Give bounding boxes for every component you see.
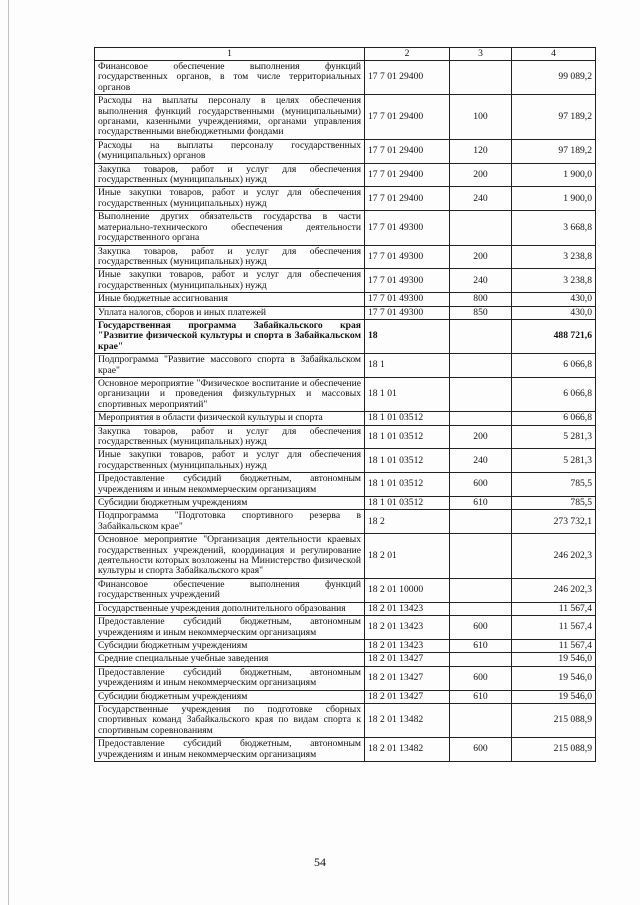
row-vr-cell [450,319,512,353]
row-vr-cell: 240 [450,449,512,473]
row-vr-cell: 200 [450,245,512,269]
row-sum-cell: 5 281,3 [512,425,596,449]
row-sum-cell: 6 066,8 [512,377,596,411]
row-code-cell: 17 7 01 49300 [365,293,450,306]
row-code-cell: 17 7 01 49300 [365,269,450,293]
row-sum-cell: 11 567,4 [512,639,596,652]
table-row [95,473,596,497]
row-vr-cell: 610 [450,639,512,652]
row-code-cell: 18 2 01 13423 [365,616,450,640]
row-vr-cell: 600 [450,738,512,762]
row-vr-cell: 100 [450,95,512,140]
row-code-cell: 17 7 01 29400 [365,163,450,187]
row-sum-cell: 6 066,8 [512,354,596,378]
table-body [95,61,596,762]
row-name-cell: Средние специальные учебные заведения [95,653,365,666]
table-row [95,269,596,293]
row-code-cell: 18 2 01 13423 [365,639,450,652]
row-vr-cell: 600 [450,666,512,690]
row-code-cell: 18 2 01 13427 [365,690,450,703]
row-code-cell: 18 1 01 03512 [365,425,450,449]
table-row [95,534,596,579]
row-name-cell: Предоставление субсидий бюджетным, автономным учреждениям и иным некоммерческим организациям [95,738,365,762]
row-vr-cell [450,534,512,579]
table-row [95,61,596,95]
row-code-cell: 18 1 [365,354,450,378]
table-row [95,653,596,666]
row-vr-cell [450,354,512,378]
row-name-cell: Иные бюджетные ассигнования [95,293,365,306]
row-vr-cell: 240 [450,187,512,211]
budget-table [94,47,596,762]
row-name-cell: Закупка товаров, работ и услуг для обеспечения государственных (муниципальных) нужд [95,163,365,187]
row-code-cell: 18 2 01 13423 [365,602,450,615]
table-header-row [95,48,596,61]
row-sum-cell: 246 202,3 [512,578,596,602]
row-code-cell: 18 2 01 [365,534,450,579]
row-sum-cell: 99 089,2 [512,61,596,95]
row-vr-cell [450,412,512,425]
table-row [95,616,596,640]
row-name-cell: Иные закупки товаров, работ и услуг для обеспечения государственных (муниципальных) нужд [95,449,365,473]
row-sum-cell: 19 546,0 [512,690,596,703]
row-code-cell: 18 [365,319,450,353]
row-vr-cell [450,703,512,737]
row-sum-cell: 11 567,4 [512,616,596,640]
row-name-cell: Государственные учреждения по подготовке сборных спортивных команд Забайкальского края по видам спорта к спортивным соревнованиям [95,703,365,737]
table-row [95,738,596,762]
row-sum-cell: 273 732,1 [512,510,596,534]
row-sum-cell: 19 546,0 [512,666,596,690]
row-vr-cell: 600 [450,473,512,497]
row-vr-cell [450,510,512,534]
row-name-cell: Государственная программа Забайкальского края "Развитие физической культуры и спорта в Забайкальском крае" [95,319,365,353]
row-sum-cell: 430,0 [512,293,596,306]
table-row [95,95,596,140]
row-name-cell: Государственные учреждения дополнительного образования [95,602,365,615]
row-sum-cell: 785,5 [512,497,596,510]
table-row [95,187,596,211]
row-vr-cell [450,578,512,602]
row-vr-cell [450,653,512,666]
row-code-cell: 17 7 01 29400 [365,95,450,140]
row-vr-cell: 120 [450,139,512,163]
row-code-cell: 17 7 01 49300 [365,245,450,269]
row-name-cell: Выполнение других обязательств государства в части материально-технического обеспечения деятельности государственного органа [95,211,365,245]
row-sum-cell: 430,0 [512,306,596,319]
row-code-cell: 18 2 01 10000 [365,578,450,602]
table-row [95,497,596,510]
row-code-cell: 18 1 01 03512 [365,412,450,425]
table-row [95,211,596,245]
table-row [95,412,596,425]
table-row [95,139,596,163]
row-name-cell: Финансовое обеспечение выполнения функций государственных учреждений [95,578,365,602]
table-row [95,602,596,615]
table-row [95,425,596,449]
row-sum-cell: 215 088,9 [512,703,596,737]
row-name-cell: Субсидии бюджетным учреждениям [95,690,365,703]
table-row [95,293,596,306]
row-code-cell: 17 7 01 29400 [365,139,450,163]
row-code-cell: 17 7 01 49300 [365,306,450,319]
table-row [95,666,596,690]
row-vr-cell: 610 [450,690,512,703]
row-code-cell: 17 7 01 49300 [365,211,450,245]
row-code-cell: 17 7 01 29400 [365,61,450,95]
table-row [95,639,596,652]
row-vr-cell: 610 [450,497,512,510]
row-code-cell: 18 2 01 13427 [365,666,450,690]
row-sum-cell: 785,5 [512,473,596,497]
row-name-cell: Иные закупки товаров, работ и услуг для обеспечения государственных (муниципальных) нужд [95,269,365,293]
row-name-cell: Расходы на выплаты персоналу государственных (муниципальных) органов [95,139,365,163]
row-vr-cell: 200 [450,425,512,449]
row-vr-cell: 600 [450,616,512,640]
row-sum-cell: 1 900,0 [512,163,596,187]
row-code-cell: 18 2 01 13482 [365,703,450,737]
table-row [95,377,596,411]
row-name-cell: Мероприятия в области физической культуры и спорта [95,412,365,425]
row-sum-cell: 3 238,8 [512,245,596,269]
row-vr-cell [450,61,512,95]
page-number: 54 [314,855,326,869]
row-sum-cell: 97 189,2 [512,95,596,140]
row-sum-cell: 488 721,6 [512,319,596,353]
table-row [95,163,596,187]
row-name-cell: Основное мероприятие "Физическое воспитание и обеспечение организации и проведения физкультурных и массовых спортивных мероприятий" [95,377,365,411]
row-name-cell: Предоставление субсидий бюджетным, автономным учреждениям и иным некоммерческим организациям [95,473,365,497]
row-code-cell: 17 7 01 29400 [365,187,450,211]
row-code-cell: 18 2 01 13482 [365,738,450,762]
table-row [95,449,596,473]
row-code-cell: 18 2 [365,510,450,534]
row-name-cell: Основное мероприятие "Организация деятельности краевых государственных учреждений, координация и регулирование деятельности которых возложены на Министерство физической культуры и спорта Забайкальского края" [95,534,365,579]
scan-edge-line [8,0,9,905]
row-sum-cell: 3 238,8 [512,269,596,293]
row-sum-cell: 19 546,0 [512,653,596,666]
row-name-cell: Субсидии бюджетным учреждениям [95,497,365,510]
row-code-cell: 18 2 01 13427 [365,653,450,666]
table-row [95,319,596,353]
row-sum-cell: 97 189,2 [512,139,596,163]
row-name-cell: Предоставление субсидий бюджетным, автономным учреждениям и иным некоммерческим организациям [95,666,365,690]
row-vr-cell: 240 [450,269,512,293]
table-row [95,578,596,602]
row-vr-cell [450,602,512,615]
row-sum-cell: 5 281,3 [512,449,596,473]
row-name-cell: Расходы на выплаты персоналу в целях обеспечения выполнения функций государственными (муниципальными) органами, казенными учреждениями, органами управления государственными внебюджетными фондами [95,95,365,140]
header-col-4: 4 [512,48,596,61]
row-vr-cell [450,377,512,411]
row-vr-cell: 200 [450,163,512,187]
row-sum-cell: 1 900,0 [512,187,596,211]
row-sum-cell: 11 567,4 [512,602,596,615]
row-sum-cell: 6 066,8 [512,412,596,425]
row-name-cell: Финансовое обеспечение выполнения функций государственных органов, в том числе территориальных органов [95,61,365,95]
row-name-cell: Закупка товаров, работ и услуг для обеспечения государственных (муниципальных) нужд [95,245,365,269]
row-name-cell: Подпрограмма "Развитие массового спорта в Забайкальском крае" [95,354,365,378]
table-row [95,690,596,703]
row-vr-cell [450,211,512,245]
row-name-cell: Субсидии бюджетным учреждениям [95,639,365,652]
row-code-cell: 18 1 01 03512 [365,473,450,497]
header-col-2: 2 [365,48,450,61]
header-col-3: 3 [450,48,512,61]
table-row [95,354,596,378]
table-row [95,306,596,319]
row-sum-cell: 3 668,8 [512,211,596,245]
row-code-cell: 18 1 01 [365,377,450,411]
row-sum-cell: 246 202,3 [512,534,596,579]
row-code-cell: 18 1 01 03512 [365,497,450,510]
row-name-cell: Закупка товаров, работ и услуг для обеспечения государственных (муниципальных) нужд [95,425,365,449]
row-name-cell: Иные закупки товаров, работ и услуг для обеспечения государственных (муниципальных) нужд [95,187,365,211]
row-name-cell: Подпрограмма "Подготовка спортивного резерва в Забайкальском крае" [95,510,365,534]
header-col-1: 1 [95,48,365,61]
row-name-cell: Предоставление субсидий бюджетным, автономным учреждениям и иным некоммерческим организациям [95,616,365,640]
row-code-cell: 18 1 01 03512 [365,449,450,473]
row-vr-cell: 800 [450,293,512,306]
row-vr-cell: 850 [450,306,512,319]
row-name-cell: Уплата налогов, сборов и иных платежей [95,306,365,319]
table-row [95,510,596,534]
table-row [95,703,596,737]
row-sum-cell: 215 088,9 [512,738,596,762]
table-row [95,245,596,269]
